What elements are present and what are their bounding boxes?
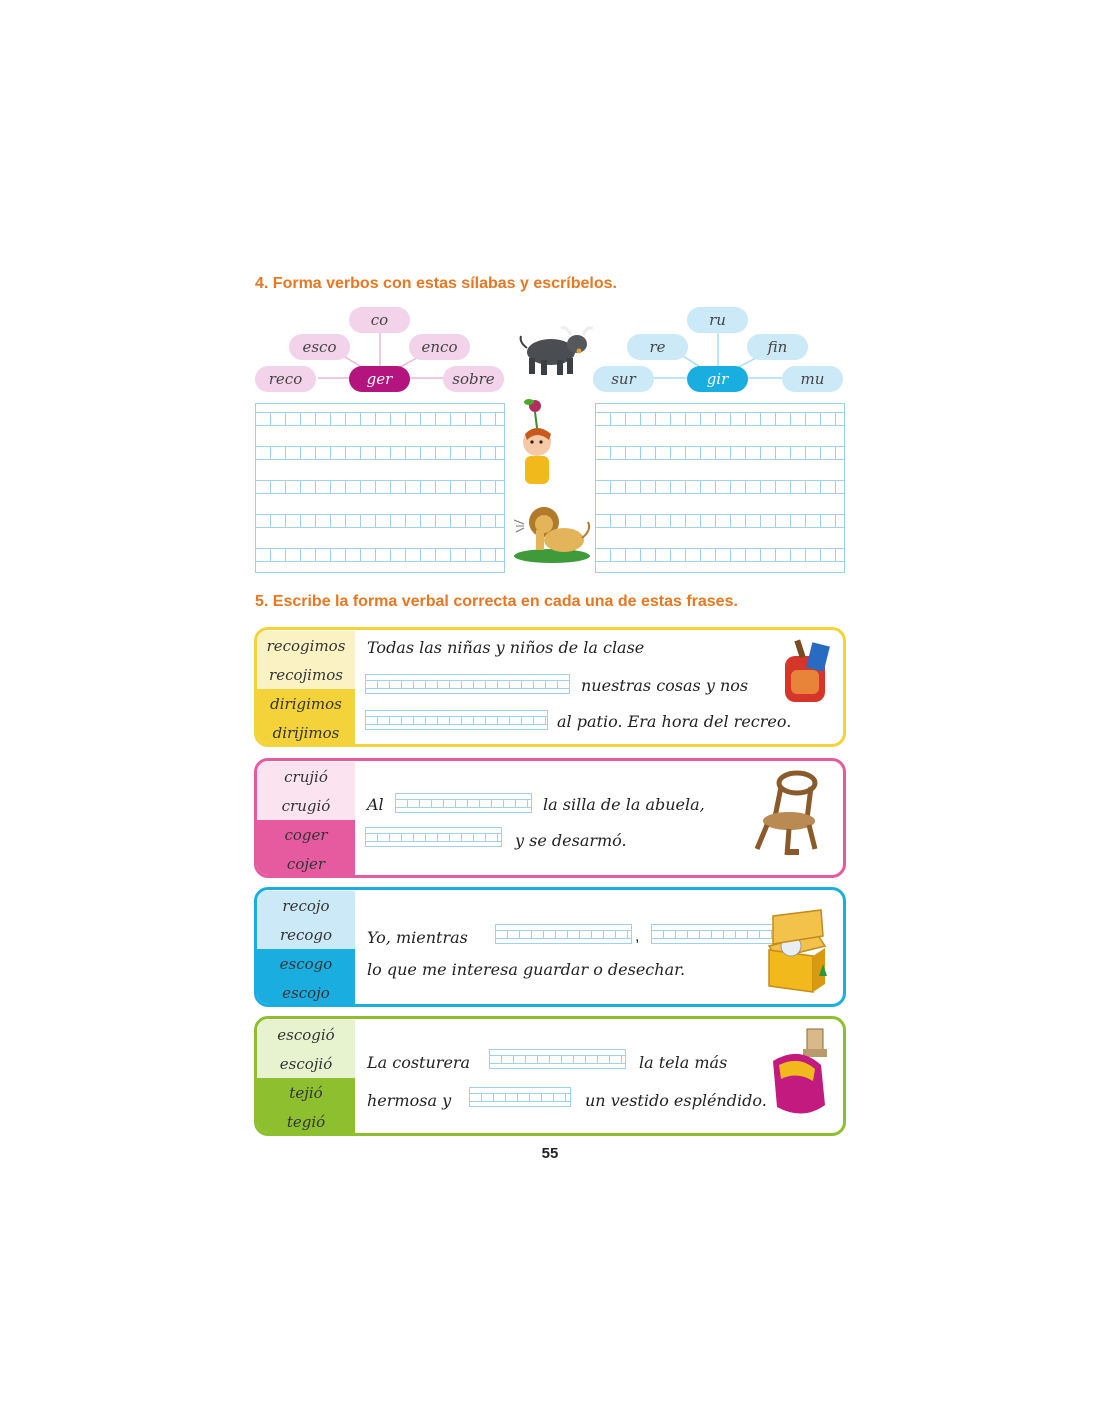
syllable-pill: reco bbox=[255, 366, 316, 392]
bull-icon bbox=[515, 322, 595, 378]
sentence-card-2 bbox=[254, 758, 846, 878]
sentence-text: nuestras cosas y nos bbox=[581, 676, 749, 695]
option-word[interactable]: escogió bbox=[257, 1020, 355, 1049]
syllable-pill: sur bbox=[593, 366, 654, 392]
broken-chair-icon bbox=[749, 769, 827, 859]
syllable-center-pill: ger bbox=[349, 366, 410, 392]
sentence-card-4 bbox=[254, 1016, 846, 1136]
option-word[interactable]: crujió bbox=[257, 762, 355, 791]
sentence-text: Al bbox=[367, 795, 384, 814]
sentence-text: Yo, mientras bbox=[367, 928, 468, 947]
sentence-text: Todas las niñas y niños de la clase bbox=[367, 638, 645, 657]
sentence-card-3 bbox=[254, 887, 846, 1007]
answer-blank[interactable] bbox=[489, 1049, 626, 1069]
boy-smelling-flower-icon bbox=[515, 390, 559, 488]
option-word[interactable]: tegió bbox=[257, 1107, 355, 1136]
sentence-text: al patio. Era hora del recreo. bbox=[557, 712, 792, 731]
syllable-pill: enco bbox=[409, 334, 470, 360]
answer-blank[interactable] bbox=[365, 827, 502, 847]
options-column bbox=[257, 761, 355, 875]
toy-chest-icon bbox=[763, 906, 833, 994]
syllable-pill: mu bbox=[782, 366, 843, 392]
option-word[interactable]: recojimos bbox=[257, 660, 355, 689]
sentence-text: La costurera bbox=[367, 1053, 471, 1072]
option-word[interactable]: cojer bbox=[257, 849, 355, 878]
option-word[interactable]: coger bbox=[257, 820, 355, 849]
options-column bbox=[257, 1019, 355, 1133]
answer-blank[interactable] bbox=[365, 674, 570, 694]
option-word[interactable]: dirigimos bbox=[257, 689, 355, 718]
sentence-card-1 bbox=[254, 627, 846, 747]
exercise-4-title-text: 4. Forma verbos con estas sílabas y escríbelos. bbox=[255, 275, 617, 292]
options-column bbox=[257, 630, 355, 744]
sentence-comma: , bbox=[635, 928, 640, 945]
answer-blank[interactable] bbox=[395, 793, 532, 813]
option-word[interactable]: tejió bbox=[257, 1078, 355, 1107]
syllable-pill: esco bbox=[289, 334, 350, 360]
sentence-text: la tela más bbox=[639, 1053, 728, 1072]
sentence-text: lo que me interesa guardar o desechar. bbox=[367, 960, 686, 979]
backpack-icon bbox=[779, 638, 835, 706]
answer-blank[interactable] bbox=[365, 710, 548, 730]
page-number: 55 bbox=[541, 1145, 559, 1162]
sewing-machine-fabric-icon bbox=[769, 1025, 833, 1125]
syllable-pill: ru bbox=[687, 307, 748, 333]
option-word[interactable]: dirijimos bbox=[257, 718, 355, 747]
syllable-pill: co bbox=[349, 307, 410, 333]
option-word[interactable]: recogo bbox=[257, 920, 355, 949]
writing-grid-right[interactable] bbox=[595, 403, 845, 573]
option-word[interactable]: recojo bbox=[257, 891, 355, 920]
sentence-text: la silla de la abuela, bbox=[543, 795, 705, 814]
answer-blank[interactable] bbox=[495, 924, 632, 944]
option-word[interactable]: escojo bbox=[257, 978, 355, 1007]
sentence-text: un vestido espléndido. bbox=[585, 1091, 767, 1110]
options-column bbox=[257, 890, 355, 1004]
option-word[interactable]: escogo bbox=[257, 949, 355, 978]
sentence-text: hermosa y bbox=[367, 1091, 452, 1110]
option-word[interactable]: escojió bbox=[257, 1049, 355, 1078]
option-word[interactable]: crugió bbox=[257, 791, 355, 820]
syllable-pill: re bbox=[627, 334, 688, 360]
answer-blank[interactable] bbox=[469, 1087, 571, 1107]
syllable-pill: sobre bbox=[443, 366, 504, 392]
exercise-5-title bbox=[255, 593, 738, 611]
exercise-5-title-text: 5. Escribe la forma verbal correcta en cada una de estas frases. bbox=[255, 593, 738, 610]
writing-grid-left[interactable] bbox=[255, 403, 505, 573]
exercise-4-title bbox=[255, 275, 617, 293]
syllable-center-pill: gir bbox=[687, 366, 748, 392]
sentence-text: y se desarmó. bbox=[515, 831, 627, 850]
option-word[interactable]: recogimos bbox=[257, 631, 355, 660]
syllable-pill: fin bbox=[747, 334, 808, 360]
lion-icon bbox=[512, 500, 594, 564]
